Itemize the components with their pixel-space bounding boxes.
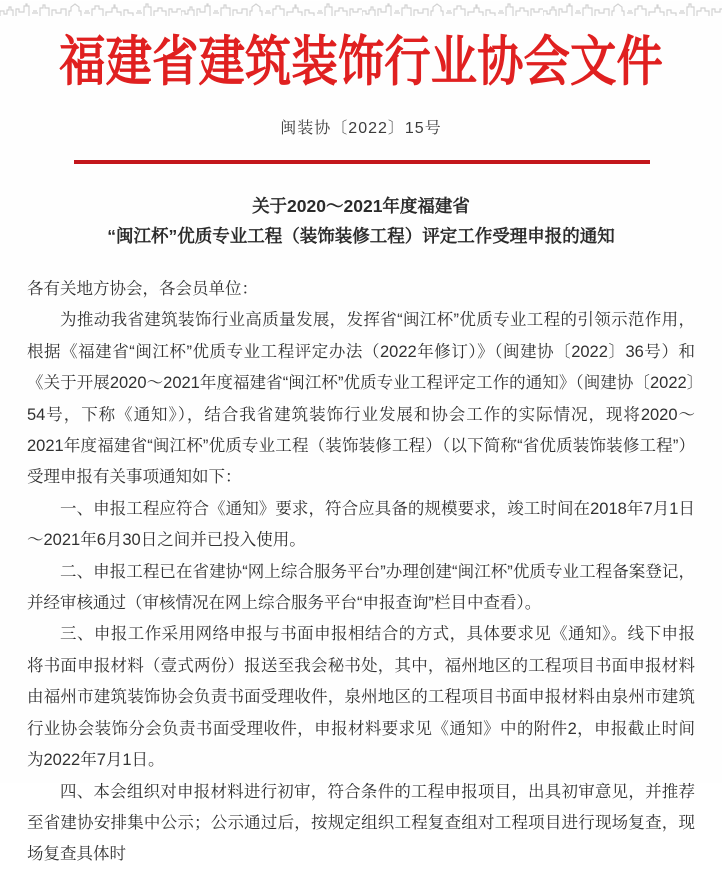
document-number: 闽装协〔2022〕15号	[280, 120, 442, 137]
body-paragraph: 为推动我省建筑装饰行业高质量发展，发挥省“闽江杯”优质专业工程的引领示范作用，根据《福建省“闽江杯”优质专业工程评定办法（2022年修订）》（闽建协〔2022〕36号）和《关于开展2020～2021年度福建省“闽江杯”优质专业工程评定工作的通知》（闽建协〔2022〕54号，下称《通知》），结合我省建筑装饰行业发展和协会工作的实际情况，现将2020～2021年度福建省“闽江杯”优质专业工程（装饰装修工程）（以下简称“省优质装饰装修工程”）受理申报有关事项通知如下：	[27, 311, 695, 487]
notice-title-line2: “闽江杯”优质专业工程（装饰装修工程）评定工作受理申报的通知	[107, 226, 615, 246]
body-paragraph: 一、申报工程应符合《通知》要求，符合应具备的规模要求，竣工时间在2018年7月1日～2021年6月30日之间并已投入使用。	[27, 499, 695, 550]
official-document-page	[0, 1, 722, 864]
body-paragraph: 三、申报工作采用网络申报与书面申报相结合的方式，具体要求见《通知》。线下申报将书面申报材料（壹式两份）报送至我会秘书处，其中，福州地区的工程项目书面申报材料由福州市建筑装饰协会负责书面受理收件，泉州地区的工程项目书面申报材料由泉州市建筑行业协会装饰分会负责书面受理收件，申报材料要求见《通知》中的附件2，申报截止时间为2022年7月1日。	[27, 625, 695, 770]
notice-body	[0, 274, 722, 871]
notice-title	[0, 191, 722, 251]
notice-title-line1: 关于2020～2021年度福建省	[252, 196, 470, 216]
red-divider-rule	[74, 160, 650, 164]
salutation-line: 各有关地方协会，各会员单位：	[27, 280, 258, 298]
body-paragraph: 二、申报工程已在省建协“网上综合服务平台”办理创建“闽江杯”优质专业工程备案登记，并经审核通过（审核情况在网上综合服务平台“申报查询”栏目中查看）。	[27, 562, 695, 613]
city-skyline-border-icon	[0, 1, 722, 19]
association-letterhead-title: 福建省建筑装饰行业协会文件	[59, 32, 663, 92]
body-paragraph: 四、本会组织对申报材料进行初审，符合条件的工程申报项目，出具初审意见，并推荐至省建协安排集中公示；公示通过后，按规定组织工程复查组对工程项目进行现场复查，现场复查具体时	[27, 782, 695, 864]
